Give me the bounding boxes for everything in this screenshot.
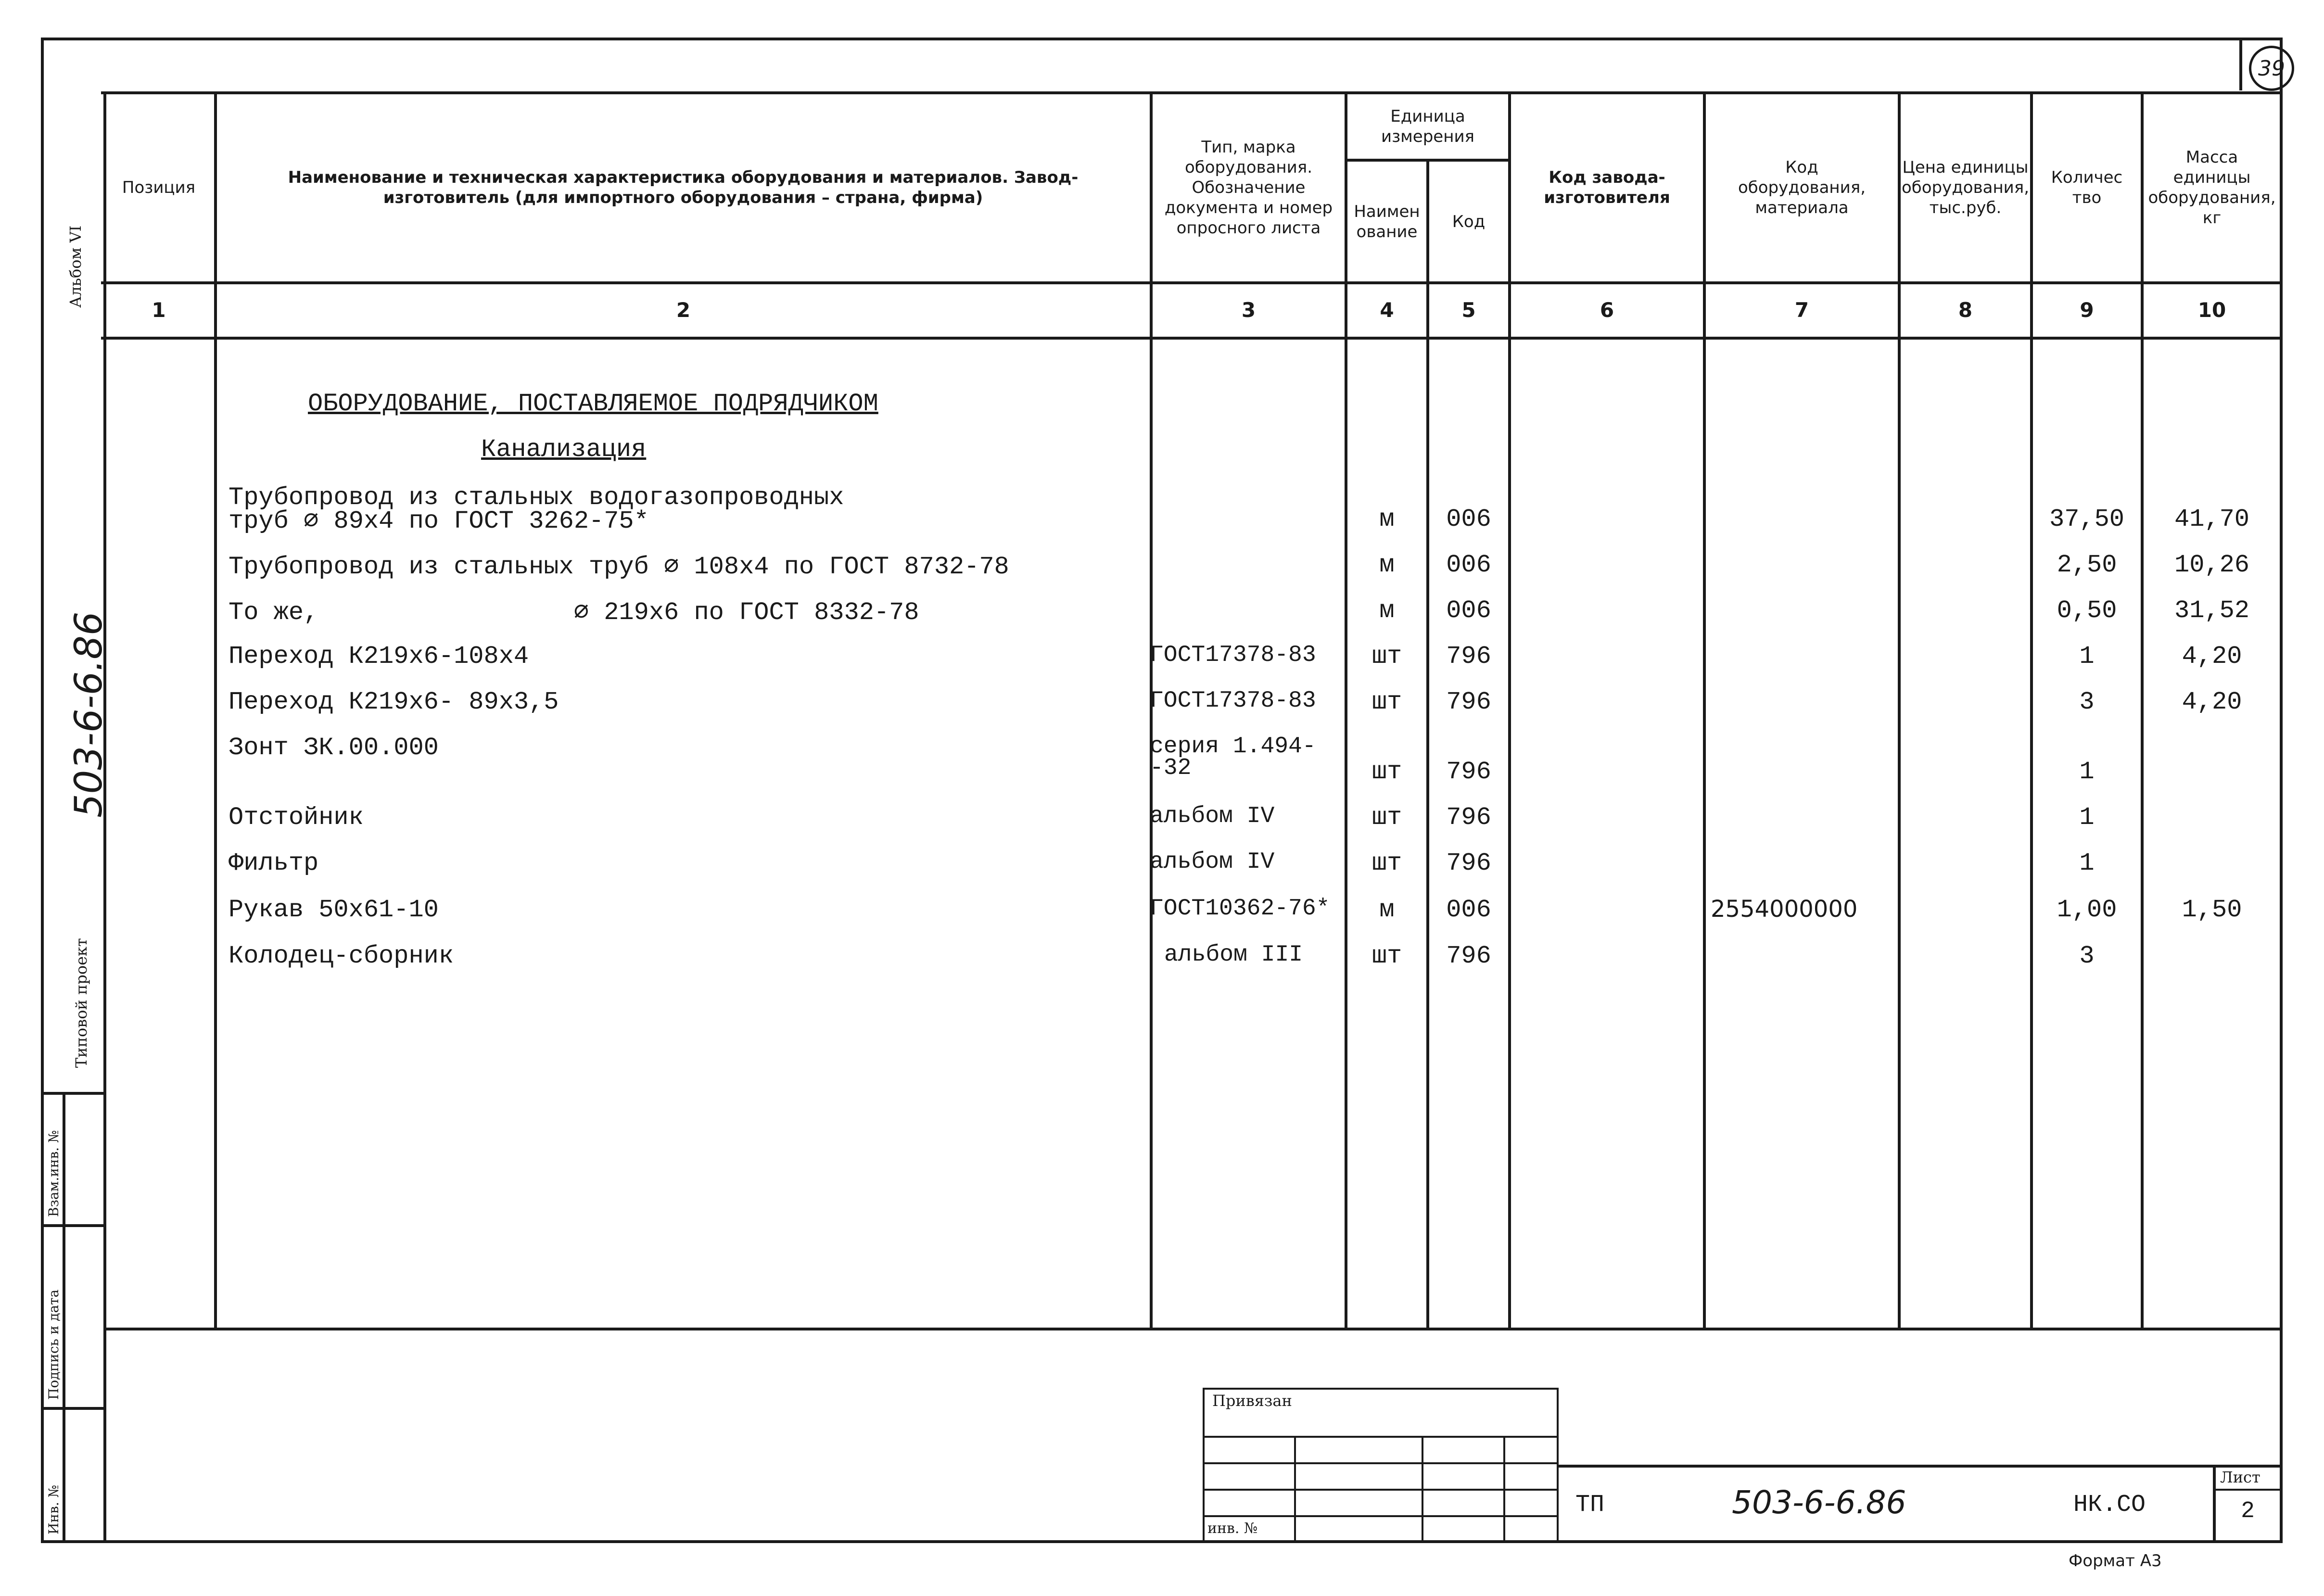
margin-sep-2 xyxy=(41,1224,106,1227)
row-9-type: ГОСТ10362-76* xyxy=(1150,896,1330,922)
row-5-name: Переход К219х6- 89х3,5 xyxy=(229,688,559,716)
row-6-unit: шт xyxy=(1372,758,1402,786)
bottom-border xyxy=(41,1540,2283,1543)
colnum-2: 2 xyxy=(676,298,691,322)
colnum-10: 10 xyxy=(2197,298,2226,322)
row-3-mass: 31,52 xyxy=(2174,596,2250,625)
margin-sep-1 xyxy=(41,1092,106,1095)
row-3-code: 006 xyxy=(1446,596,1491,625)
doc-code: НК.СО xyxy=(2073,1491,2146,1519)
row-2-unit: м xyxy=(1379,551,1395,579)
sheet-number: 2 xyxy=(2241,1498,2255,1524)
row-5-mass: 4,20 xyxy=(2182,688,2242,716)
row-4-qty: 1 xyxy=(2079,642,2095,671)
row-9-equipment-code: 2554000000 xyxy=(1711,896,1858,923)
circle-box-left xyxy=(2239,38,2242,90)
title-project-code: 503-6-6.86 xyxy=(1732,1484,1906,1521)
table-header-bottom xyxy=(101,281,2280,284)
stamp-top xyxy=(1203,1388,1559,1390)
row-8-type: альбом IV xyxy=(1150,849,1275,875)
stamp-col-1 xyxy=(1294,1436,1296,1542)
row-8-unit: шт xyxy=(1372,849,1402,877)
stamp-row-4 xyxy=(1203,1515,1559,1517)
margin-mid-line xyxy=(63,1092,65,1542)
col-line-1 xyxy=(214,91,217,1330)
stamp-row-1 xyxy=(1203,1436,1559,1438)
row-8-name: Фильтр xyxy=(229,849,319,877)
title-top-line xyxy=(1557,1465,2281,1468)
stamp-col-2 xyxy=(1422,1436,1423,1542)
stamp-row-3 xyxy=(1203,1489,1559,1491)
row-10-type: альбом III xyxy=(1164,942,1303,968)
row-7-qty: 1 xyxy=(2079,803,2095,832)
row-9-qty: 1,00 xyxy=(2057,896,2117,924)
row-1-qty: 37,50 xyxy=(2049,505,2125,533)
header-unit-name: Наименование xyxy=(1354,202,1420,241)
stamp-row-2 xyxy=(1203,1462,1559,1464)
row-9-name: Рукав 50х61-10 xyxy=(229,896,439,924)
vzam-inv-label: Взам.инв. № xyxy=(46,1130,62,1217)
row-6-code: 796 xyxy=(1446,758,1491,786)
row-2-code: 006 xyxy=(1446,551,1491,579)
section-title: ОБОРУДОВАНИЕ, ПОСТАВЛЯЕМОЕ ПОДРЯДЧИКОМ xyxy=(308,390,878,418)
row-10-code: 796 xyxy=(1446,942,1491,970)
album-label: Альбом VI xyxy=(66,225,85,308)
inv-number-label: инв. № xyxy=(1207,1520,1258,1537)
colnum-1: 1 xyxy=(152,298,166,322)
header-unit-code: Код xyxy=(1452,212,1486,231)
header-mass: Масса единицы оборудования, кг xyxy=(2148,148,2276,228)
inv-label: Инв. № xyxy=(46,1484,62,1534)
colnum-9: 9 xyxy=(2080,298,2094,322)
colnum-5: 5 xyxy=(1461,298,1476,322)
row-7-code: 796 xyxy=(1446,803,1491,832)
row-7-type: альбом IV xyxy=(1150,803,1275,829)
colnum-3: 3 xyxy=(1241,298,1256,322)
header-type: Тип, марка оборудования. Обозначение документа и номер опросного листа xyxy=(1164,138,1333,238)
sheet-circle xyxy=(2249,46,2294,91)
row-1-code: 006 xyxy=(1446,505,1491,533)
row-5-unit: шт xyxy=(1372,688,1402,716)
row-4-unit: шт xyxy=(1372,642,1402,671)
row-9-code: 006 xyxy=(1446,896,1491,924)
format-label: Формат А3 xyxy=(2069,1551,2162,1571)
row-1-mass: 41,70 xyxy=(2174,505,2250,533)
row-6-qty: 1 xyxy=(2079,758,2095,786)
privyazan-label: Привязан xyxy=(1212,1392,1292,1410)
row-1-unit: м xyxy=(1379,505,1395,533)
row-6-type: серия 1.494- xyxy=(1150,734,1316,760)
tp-label: ТП xyxy=(1575,1491,1605,1519)
margin-sep-3 xyxy=(41,1407,106,1410)
row-6-type2: -32 xyxy=(1150,755,1192,781)
row-2-qty: 2,50 xyxy=(2057,551,2117,579)
header-name: Наименование и техническая характеристика оборудования и материалов. Завод-изготовитель (для импортного оборудования – страна, фирма) xyxy=(288,168,1079,207)
row-10-name: Колодец-сборник xyxy=(229,942,454,970)
row-1-name: Трубопровод из стальных водогазопроводных xyxy=(229,483,844,512)
row-9-unit: м xyxy=(1379,896,1395,924)
stamp-left xyxy=(1203,1388,1205,1542)
colnum-7: 7 xyxy=(1794,298,1809,322)
header-quantity: Количество xyxy=(2051,168,2123,207)
header-unit-group: Единица измерения xyxy=(1381,106,1475,146)
row-1-name2: труб ∅ 89х4 по ГОСТ 3262-75* xyxy=(229,507,649,535)
row-5-code: 796 xyxy=(1446,688,1491,716)
typical-project-label: Типовой проект xyxy=(72,938,90,1068)
row-7-name: Отстойник xyxy=(229,803,364,832)
row-10-unit: шт xyxy=(1372,942,1402,970)
side-project-code: 503-6-6.86 xyxy=(67,611,111,818)
row-8-qty: 1 xyxy=(2079,849,2095,877)
colnum-6: 6 xyxy=(1600,298,1614,322)
row-3-name: То же, ∅ 219х6 по ГОСТ 8332-78 xyxy=(229,598,919,627)
row-2-mass: 10,26 xyxy=(2174,551,2250,579)
row-3-qty: 0,50 xyxy=(2057,596,2117,625)
row-8-code: 796 xyxy=(1446,849,1491,877)
stamp-col-3 xyxy=(1503,1436,1505,1542)
row-5-type: ГОСТ17378-83 xyxy=(1150,688,1316,714)
row-6-name: Зонт ЗК.00.000 xyxy=(229,734,439,762)
sheet-label: Лист xyxy=(2220,1468,2261,1486)
col-line-4 xyxy=(1426,159,1429,1330)
row-4-code: 796 xyxy=(1446,642,1491,671)
table-colnum-bottom xyxy=(101,337,2280,340)
row-4-type: ГОСТ17378-83 xyxy=(1150,642,1316,668)
row-4-mass: 4,20 xyxy=(2182,642,2242,671)
header-position: Позиция xyxy=(122,178,196,197)
row-3-unit: м xyxy=(1379,596,1395,625)
subsection-title: Канализация xyxy=(481,435,647,464)
colnum-4: 4 xyxy=(1380,298,1394,322)
sheet-circle-number: 39 xyxy=(2258,56,2285,81)
row-2-name: Трубопровод из стальных труб ∅ 108х4 по ГОСТ 8732-78 xyxy=(229,553,1009,581)
colnum-8: 8 xyxy=(1958,298,1973,322)
header-factory-code: Код завода-изготовителя xyxy=(1544,168,1670,207)
left-border xyxy=(41,38,44,1543)
row-9-mass: 1,50 xyxy=(2182,896,2242,924)
header-price: Цена единицы оборудования, тыс.руб. xyxy=(1901,158,2030,217)
row-10-qty: 3 xyxy=(2079,942,2095,970)
row-5-qty: 3 xyxy=(2079,688,2095,716)
row-7-unit: шт xyxy=(1372,803,1402,832)
sheet-box-mid xyxy=(2213,1489,2280,1491)
header-equipment-code: Код оборудования, материала xyxy=(1738,158,1866,217)
top-border xyxy=(41,38,2283,40)
table-body-bottom xyxy=(103,1328,2280,1330)
row-4-name: Переход К219х6-108х4 xyxy=(229,642,529,671)
podpis-label: Подпись и дата xyxy=(46,1289,62,1400)
